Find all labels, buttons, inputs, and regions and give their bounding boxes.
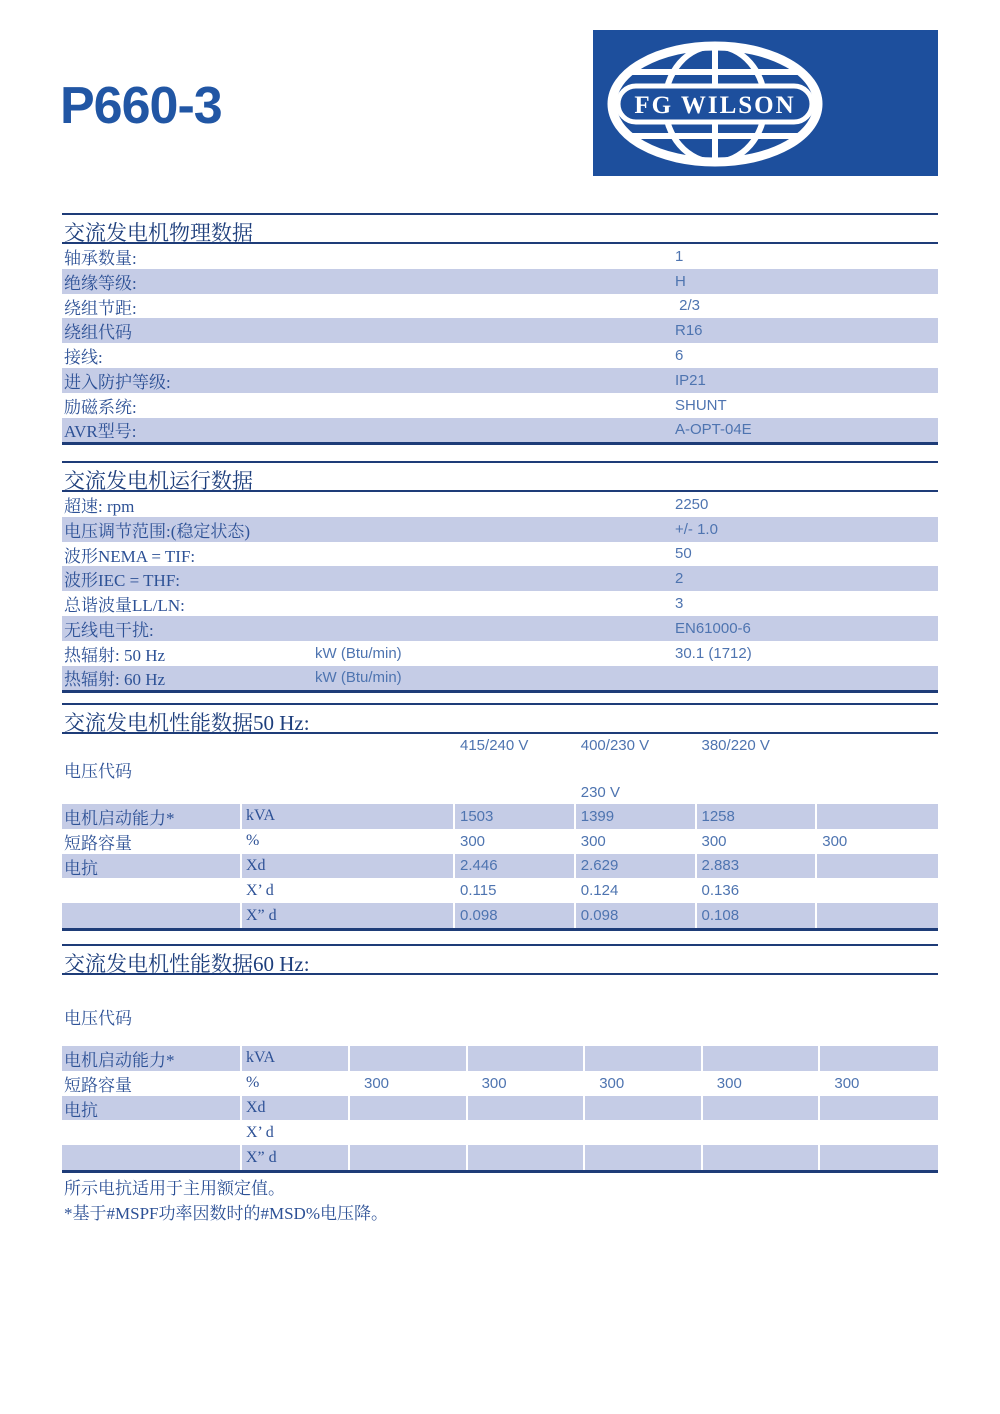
voltage-subheader [817,784,938,801]
fg-wilson-logo [593,30,938,176]
cell-value [585,1046,703,1071]
table-row [62,1046,938,1071]
row-label: 电机启动能力* [62,804,242,829]
row-unit: kW (Btu/min) [315,644,402,662]
row-label: 进入防护等级: [64,372,171,392]
voltage-code-label: 电压代码 [64,1009,132,1028]
cell-value [350,1120,468,1145]
cell-value: 2.446 [455,854,576,879]
voltage-subheader [697,784,818,801]
table-row [62,418,938,443]
row-unit: Xd [242,854,455,879]
cell-value [703,1046,821,1071]
logo-text: FG WILSON [634,92,796,119]
table-row [62,854,938,879]
cell-value: 300 [576,829,697,854]
row-value: EN61000-6 [675,619,751,637]
table-row [62,368,938,393]
table-row [62,1071,938,1096]
table-row [62,1145,938,1170]
row-value: 6 [675,347,684,365]
table-row [62,393,938,418]
table-row [62,542,938,567]
row-label: 热辐射: 60 Hz [64,670,166,690]
row-label: 短路容量 [62,829,242,854]
row-label: 电压调节范围:(稳定状态) [64,521,251,541]
row-label: AVR型号: [64,422,137,442]
cell-value: 0.124 [576,878,697,903]
cell-value [468,1145,586,1170]
row-label: 绕组节距: [64,298,137,318]
row-label: 励磁系统: [64,397,137,417]
row-value: IP21 [675,371,706,389]
cell-value [350,1096,468,1121]
row-label: 电机启动能力* [62,1046,242,1071]
table-row [62,666,938,691]
table-row [62,591,938,616]
cell-value: 1399 [576,804,697,829]
voltage-header: 400/230 V [580,737,650,754]
section-bottom-rule [62,690,938,693]
row-label: 波形IEC = THF: [64,571,181,591]
cell-value: 0.108 [697,903,818,928]
row-label: 超速: rpm [64,496,135,516]
row-unit: kVA [242,1046,350,1071]
section-performance-60hz [62,944,938,1173]
cell-value: 300 [455,829,576,854]
cell-value: 300 [468,1071,586,1096]
row-label: 无线电干扰: [64,620,154,640]
performance-table-60hz [62,1046,938,1170]
cell-value: 0.136 [697,878,818,903]
row-unit: kW (Btu/min) [315,669,402,687]
cell-value: 0.098 [455,903,576,928]
cell-value [468,1046,586,1071]
section-title: 交流发电机物理数据 [62,213,938,244]
cell-value: 300 [697,829,818,854]
cell-value: 1258 [697,804,818,829]
table-row [62,804,938,829]
cell-value: 0.098 [576,903,697,928]
row-value: R16 [675,322,703,340]
row-unit: % [242,829,455,854]
voltage-code-label: 电压代码 [64,762,132,781]
table-row [62,244,938,269]
table-row [62,1096,938,1121]
row-label [62,1120,242,1145]
row-label: 绕组代码 [64,323,132,343]
cell-value [820,1145,938,1170]
row-label: 总谐波量LL/LN: [64,596,185,616]
row-label: 轴承数量: [64,248,137,268]
cell-value [585,1096,703,1121]
row-unit: X” d [242,903,455,928]
cell-value: 300 [834,1074,860,1092]
row-unit: Xd [242,1096,350,1121]
voltage-subheader-row [455,784,938,801]
row-label: 电抗 [62,854,242,879]
table-row [62,343,938,368]
cell-value [820,1120,938,1145]
cell-value [817,854,938,879]
voltage-header-row [455,737,938,754]
table-row [62,492,938,517]
table-row [62,1120,938,1145]
cell-value [820,1046,938,1071]
section-bottom-rule [62,442,938,445]
voltage-header [817,737,938,754]
cell-value: 1503 [455,804,576,829]
voltage-header: 415/240 V [460,737,529,754]
cell-value: 300 [585,1071,703,1096]
table-row [62,641,938,666]
row-label: 绝缘等级: [64,273,137,293]
cell-value: 2.629 [576,854,697,879]
row-label: 热辐射: 50 Hz [64,645,166,665]
section-title: 交流发电机性能数据60 Hz: [62,944,938,975]
footnote-reactances: 所示电抗适用于主用额定值。 [64,1179,285,1198]
row-label [62,903,242,928]
row-value: 30.1 (1712) [675,644,752,662]
row-label [62,878,242,903]
cell-value [468,1120,586,1145]
cell-value [817,903,938,928]
table-row [62,318,938,343]
cell-value [820,1096,938,1121]
cell-value [817,804,938,829]
performance-table-50hz [62,804,938,928]
row-label [62,1145,242,1170]
cell-value [817,878,938,903]
table-row [62,566,938,591]
row-unit: X’ d [242,1120,350,1145]
row-unit: kVA [242,804,455,829]
footnote-voltage-dip: *基于#MSPF功率因数时的#MSD%电压降。 [64,1204,388,1223]
cell-value [703,1145,821,1170]
table-row [62,616,938,641]
row-label: 波形NEMA = TIF: [64,546,196,566]
row-value: 2/3 [675,297,701,315]
section-operating-data [62,461,938,693]
row-value: 3 [675,595,684,613]
section-physical-data [62,213,938,445]
cell-value: 2.883 [697,854,818,879]
row-label: 短路容量 [62,1071,242,1096]
row-unit: X” d [242,1145,350,1170]
section-bottom-rule [62,1170,938,1173]
table-row [62,517,938,542]
table-row [62,294,938,319]
row-value: A-OPT-04E [675,421,752,439]
voltage-subheader [455,784,576,801]
row-value: 2 [675,570,684,588]
cell-value: 300 [703,1071,821,1096]
voltage-subheader: 230 V [580,784,620,801]
footnotes [62,1174,938,1224]
row-value: 2250 [675,495,709,513]
cell-value [350,1145,468,1170]
table-row [62,903,938,928]
row-value: 50 [675,545,692,563]
cell-value [585,1120,703,1145]
globe-icon [593,30,938,176]
row-value: +/- 1.0 [675,520,718,538]
row-label: 接线: [64,348,103,368]
cell-value: 300 [350,1071,468,1096]
table-row [62,829,938,854]
section-bottom-rule [62,928,938,931]
section-title: 交流发电机性能数据50 Hz: [62,703,938,734]
cell-value [703,1096,821,1121]
table-row [62,878,938,903]
section-performance-50hz [62,703,938,931]
page-title: P660-3 [60,77,222,135]
row-unit: X’ d [242,878,455,903]
cell-value [585,1145,703,1170]
row-value: H [675,272,686,290]
cell-value: 300 [822,832,848,850]
row-unit: % [242,1071,350,1096]
row-value: 1 [675,247,684,265]
table-row [62,269,938,294]
voltage-header: 380/220 V [701,737,770,754]
cell-value [350,1046,468,1071]
cell-value: 0.115 [455,878,576,903]
row-value: SHUNT [675,396,727,414]
section-title: 交流发电机运行数据 [62,461,938,492]
row-label: 电抗 [62,1096,242,1121]
cell-value [468,1096,586,1121]
cell-value [703,1120,821,1145]
